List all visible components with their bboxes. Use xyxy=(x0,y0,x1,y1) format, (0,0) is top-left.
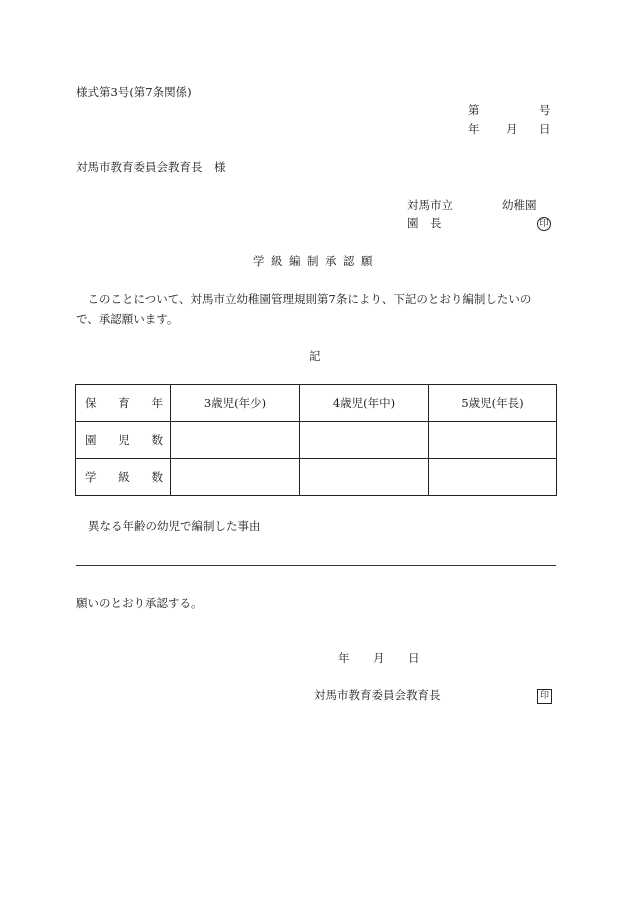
applicant-seal-icon: 印 xyxy=(537,217,551,231)
applicant-city: 対馬市立 xyxy=(407,198,453,212)
table-row-label-char: 数 xyxy=(151,433,163,447)
reason-label: 異なる年齢の幼児で編制した事由 xyxy=(88,519,261,533)
table-row-label-char: 児 xyxy=(118,433,130,447)
table-row xyxy=(76,422,557,459)
approval-year: 年 xyxy=(338,651,350,665)
table-cell[interactable] xyxy=(171,422,300,459)
table-cell[interactable] xyxy=(300,422,429,459)
approver-name: 対馬市教育委員会教育長 xyxy=(314,688,441,702)
doc-number-suffix: 号 xyxy=(539,103,551,117)
table-row-label-char: 園 xyxy=(85,433,97,447)
body-text-line-2: で、承認願います。 xyxy=(76,312,179,326)
approver-seal-icon: 印 xyxy=(537,689,552,704)
applicant-school: 幼稚園 xyxy=(502,198,537,212)
body-text-line-1: このことについて、対馬市立幼稚園管理規則第7条により、下記のとおり編制したいの xyxy=(76,292,532,306)
table-row-label-char: 学 xyxy=(85,470,97,484)
approval-day: 日 xyxy=(408,651,420,665)
form-number: 様式第3号(第7条関係) xyxy=(76,85,192,99)
table-header-cell xyxy=(76,385,171,422)
table-cell[interactable] xyxy=(171,459,300,496)
document-title: 学級編制承認願 xyxy=(253,254,379,268)
applicant-title: 園 長 xyxy=(407,216,442,230)
table-header-cell: 4歳児(年中) xyxy=(300,385,429,422)
table-header-cell: 3歳児(年少) xyxy=(171,385,300,422)
reason-line xyxy=(76,565,556,566)
class-organization-table xyxy=(75,384,557,496)
table-header-cell: 5歳児(年長) xyxy=(429,385,557,422)
table-row-label-char: 数 xyxy=(151,470,163,484)
table-row-label xyxy=(76,459,171,496)
table-header-char: 保 xyxy=(85,396,97,410)
date-year: 年 xyxy=(468,122,480,136)
table-row-label xyxy=(76,422,171,459)
table-row-label-char: 級 xyxy=(118,470,130,484)
table-header-row xyxy=(76,385,557,422)
date-day: 日 xyxy=(539,122,551,136)
table-cell[interactable] xyxy=(429,459,557,496)
date-month: 月 xyxy=(506,122,518,136)
table-row-label-spread xyxy=(85,432,163,448)
approval-text: 願いのとおり承認する。 xyxy=(76,596,203,610)
table-header-spread xyxy=(85,395,163,411)
table-header-char: 育 xyxy=(118,396,130,410)
table-cell[interactable] xyxy=(300,459,429,496)
doc-number-prefix: 第 xyxy=(468,103,480,117)
table-row-label-spread xyxy=(85,469,163,485)
approval-month: 月 xyxy=(373,651,385,665)
addressee: 対馬市教育委員会教育長 様 xyxy=(76,160,226,174)
table-header-char: 年 xyxy=(151,396,163,410)
table-row xyxy=(76,459,557,496)
table-cell[interactable] xyxy=(429,422,557,459)
ki-heading: 記 xyxy=(309,349,321,363)
